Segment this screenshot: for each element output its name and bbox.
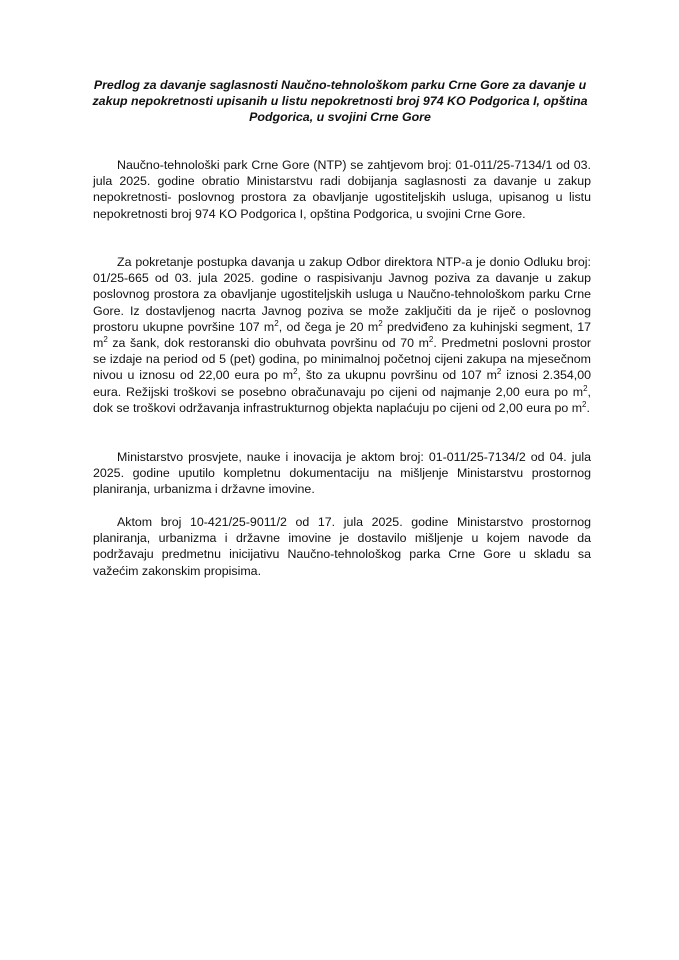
p2-seg-3: predviđeno za kuhinjski segment, 17 m [93, 319, 591, 351]
superscript-2: 2 [274, 318, 279, 328]
p2-seg-4: za šank, dok restoranski dio obuhvata površinu od 70 m [107, 336, 429, 351]
paragraph-1-text: Naučno-tehnološki park Crne Gore (NTP) se zahtjevom broj: 01-011/25-7134/1 od 03. jula 2025. godine obratio Ministarstvu radi dobijanja saglasnosti za davanje u zakup nepokretnosti- poslovnog prostora za obavljanje ugostiteljskih usluga, upisanog u listu nepokretnosti broj 974 KO Podgorica I, opština Podgorica, u svojini Crne Gore. [93, 158, 591, 221]
superscript-2: 2 [582, 399, 587, 409]
superscript-2: 2 [378, 318, 383, 328]
p2-seg-5: . Predmetni poslovni prostor se izdaje na period od 5 (pet) godina, po minimalnoj početnoj cijeni zakupa na mjesečnom nivou u iznosu od 22,00 eura po m [93, 336, 591, 383]
p2-seg-6: , što za ukupnu površinu od 107 m [297, 368, 497, 383]
paragraph-4-text: Aktom broj 10-421/25-9011/2 od 17. jula 2025. godine Ministarstvo prostornog planiranja, urbanizma i državne imovine je dostavilo mišljenje u kojem navode da podržavaju predmetnu inicijativu Naučno-tehnološkog parka Crne Gore u skladu sa važećim zakonskim propisima. [93, 515, 591, 578]
p2-seg-1: Za pokretanje postupka davanja u zakup Odbor direktora NTP-a je donio Odluku broj: 01/25-665 od 03. jula 2025. godine o raspisivanju Javnog poziva za davanje u zakup poslovnog prostora za obavljanje ugostiteljskih usluga u Naučno-tehnološkom parku Crne Gore. Iz dostavljenog nacrta Javnog poziva se može zaključiti da je riječ o poslovnog prostoru ukupne površine 107 m [93, 255, 591, 334]
superscript-2: 2 [583, 383, 588, 393]
document-title: Predlog za davanje saglasnosti Naučno-tehnološkom parku Crne Gore za davanje u zakup nepokretnosti upisanih u listu nepokretnosti broj 974 KO Podgorica I, opština Podgorica, u svojini Crne Gore [92, 78, 588, 125]
paragraph-lease-details [93, 254, 591, 416]
p2-seg-9: . [586, 400, 590, 415]
p2-seg-7: iznosi 2.354,00 eura. Režijski troškovi se posebno obračunavaju po cijeni od najmanje 2,00 eura po m [93, 368, 591, 399]
paragraph-ntp-request [93, 157, 591, 222]
superscript-2: 2 [496, 367, 502, 377]
superscript-2: 2 [103, 334, 108, 344]
paragraph-ministry-opinion [93, 514, 591, 579]
paragraph-3-text: Ministarstvo prosvjete, nauke i inovacija je aktom broj: 01-011/25-7134/2 od 04. jula 2025. godine uputilo kompletnu dokumentaciju na mišljenje Ministarstvu prostornog planiranja, urbanizma i državne imovine. [93, 450, 591, 497]
paragraph-ministry-forwarding [93, 449, 591, 498]
superscript-2: 2 [293, 367, 298, 377]
superscript-2: 2 [428, 334, 434, 344]
p2-seg-8: , dok se troškovi održavanja infrastrukturnog objekta naplaćuju po cijeni od 2,00 eura po m [93, 384, 591, 415]
p2-seg-2: , od čega je 20 m [278, 319, 379, 334]
